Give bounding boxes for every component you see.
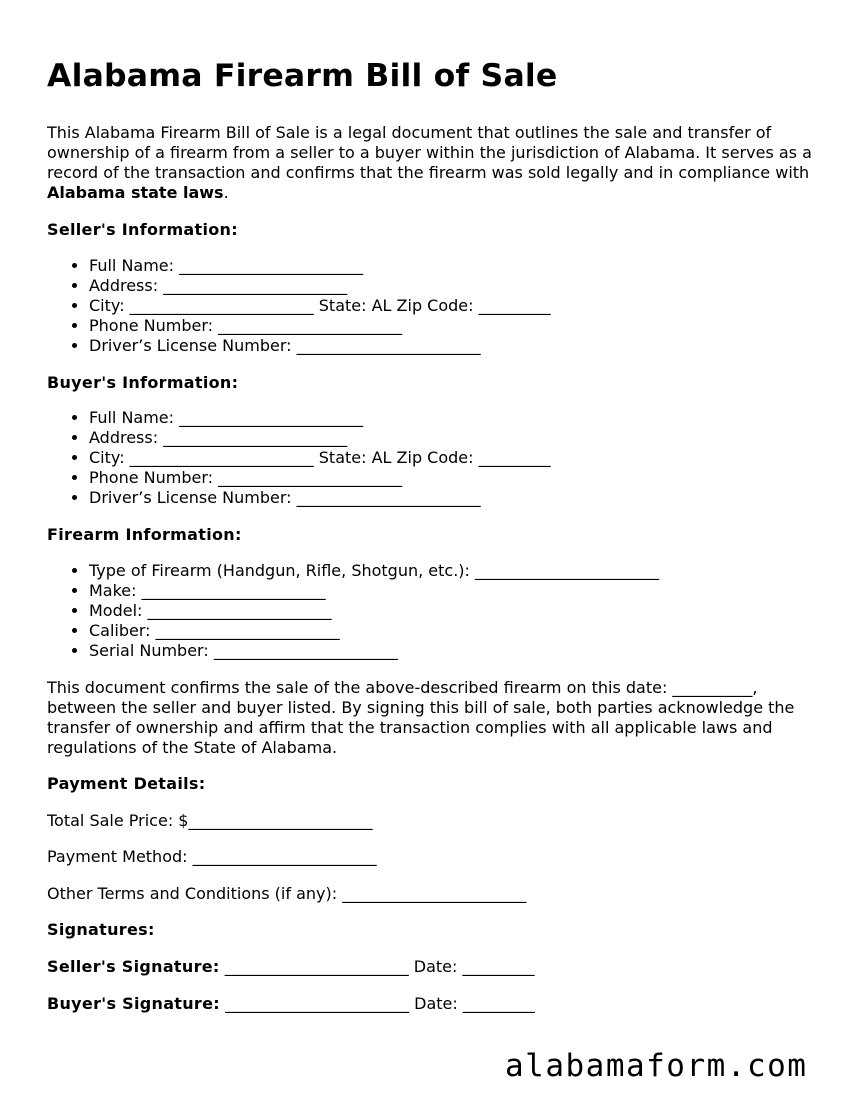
footer-watermark: alabamaform.com [505, 1048, 808, 1084]
total-sale-price: Total Sale Price: $_______________________ [47, 811, 373, 830]
seller-heading: Seller's Information: [47, 220, 238, 239]
buyer-address: • Address: _______________________ [89, 428, 551, 448]
signatures-heading: Signatures: [47, 920, 155, 939]
firearm-heading: Firearm Information: [47, 525, 242, 544]
intro-end: . [223, 183, 229, 202]
buyer-heading: Buyer's Information: [47, 373, 239, 392]
seller-address: • Address: _______________________ [89, 276, 551, 296]
seller-fields [47, 256, 551, 356]
buyer-signature-label: Buyer's Signature: [47, 994, 220, 1013]
page-title: Alabama Firearm Bill of Sale [47, 58, 558, 94]
firearm-make: • Make: _______________________ [89, 581, 659, 601]
firearm-fields [47, 561, 659, 661]
seller-phone: • Phone Number: _______________________ [89, 316, 551, 336]
firearm-caliber: • Caliber: _______________________ [89, 621, 659, 641]
buyer-full-name: • Full Name: _______________________ [89, 408, 551, 428]
intro-paragraph [47, 123, 827, 203]
buyer-fields [47, 408, 551, 508]
seller-signature-label: Seller's Signature: [47, 957, 220, 976]
buyer-signature-blank: _______________________ Date: _________ [219, 994, 535, 1013]
payment-method: Payment Method: _______________________ [47, 847, 377, 866]
seller-full-name: • Full Name: _______________________ [89, 256, 551, 276]
intro-bold-text: Alabama state laws [47, 183, 224, 202]
seller-signature-line [47, 957, 535, 976]
buyer-license: • Driver’s License Number: _______________________ [89, 488, 551, 508]
intro-text: This Alabama Firearm Bill of Sale is a legal document that outlines the sale and transfer of ownership of a firearm from a seller to a buyer within the jurisdiction of Alabama. It serves as a record of the transaction and confirms that the firearm was sold legally and in compliance with [47, 123, 812, 182]
seller-license: • Driver’s License Number: _______________________ [89, 336, 551, 356]
seller-signature-blank: _______________________ Date: _________ [219, 957, 535, 976]
seller-city-state-zip: • City: _______________________ State: AL Zip Code: _________ [89, 296, 551, 316]
buyer-signature-line [47, 994, 535, 1013]
firearm-model: • Model: _______________________ [89, 601, 659, 621]
firearm-type: • Type of Firearm (Handgun, Rifle, Shotgun, etc.): _______________________ [89, 561, 659, 581]
confirmation-paragraph: This document confirms the sale of the above-described firearm on this date: __________, between the seller and buyer listed. By signing this bill of sale, both parties acknowledge the transfer of ownership and affirm that the transaction complies with all applicable laws and regulations of the State of Alabama. [47, 678, 795, 757]
payment-heading: Payment Details: [47, 774, 206, 793]
other-terms: Other Terms and Conditions (if any): _______________________ [47, 884, 527, 903]
buyer-city-state-zip: • City: _______________________ State: AL Zip Code: _________ [89, 448, 551, 468]
firearm-serial: • Serial Number: _______________________ [89, 641, 659, 661]
buyer-phone: • Phone Number: _______________________ [89, 468, 551, 488]
